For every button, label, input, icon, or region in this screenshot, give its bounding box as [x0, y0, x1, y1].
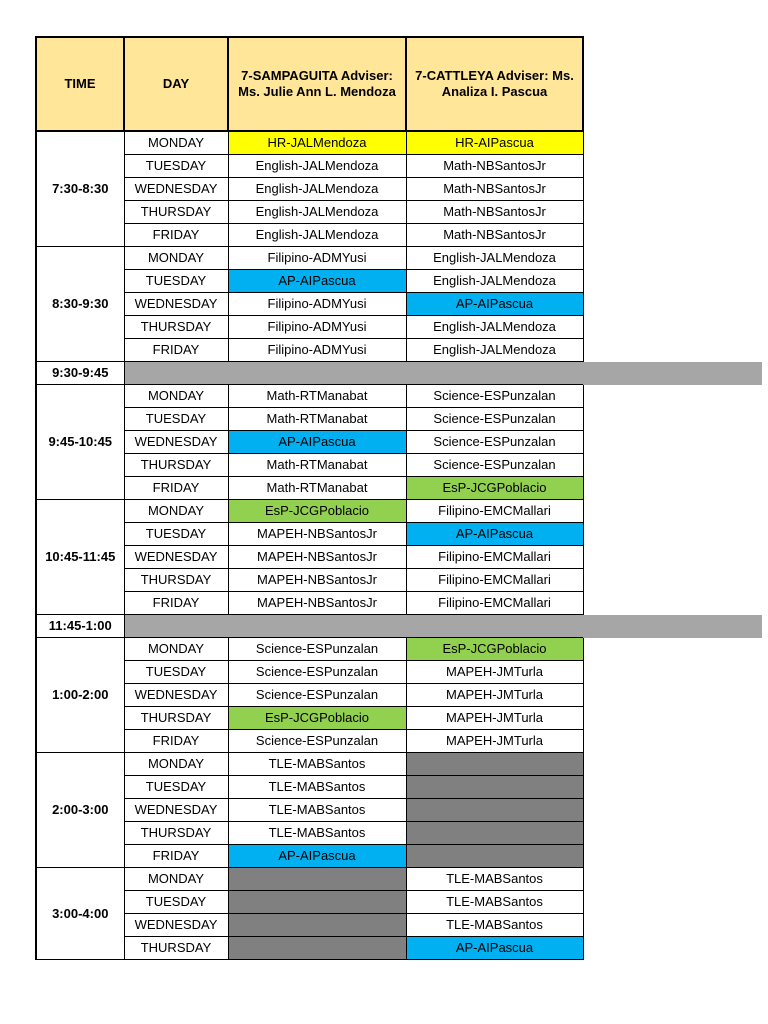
schedule-body: [36, 37, 583, 960]
time-slot: 1:00-2:00: [36, 638, 124, 753]
day-cell: THURSDAY: [124, 937, 228, 960]
time-slot: 8:30-9:30: [36, 247, 124, 362]
day-cell: TUESDAY: [124, 523, 228, 546]
schedule-row: [36, 868, 583, 891]
cattleya-subject: EsP-JCGPoblacio: [406, 638, 583, 661]
header-section-sampaguita: 7-SAMPAGUITA Adviser: Ms. Julie Ann L. Mendoza: [228, 37, 406, 131]
time-slot: 9:45-10:45: [36, 385, 124, 500]
time-slot: 3:00-4:00: [36, 868, 124, 960]
sampaguita-subject: EsP-JCGPoblacio: [228, 707, 406, 730]
day-cell: MONDAY: [124, 500, 228, 523]
sampaguita-subject: TLE-MABSantos: [228, 776, 406, 799]
day-cell: THURSDAY: [124, 201, 228, 224]
sampaguita-subject: TLE-MABSantos: [228, 822, 406, 845]
sampaguita-subject: English-JALMendoza: [228, 178, 406, 201]
sampaguita-subject: MAPEH-NBSantosJr: [228, 546, 406, 569]
day-cell: MONDAY: [124, 247, 228, 270]
cattleya-subject: AP-AIPascua: [406, 937, 583, 960]
cattleya-subject: Science-ESPunzalan: [406, 385, 583, 408]
cattleya-subject: [406, 822, 583, 845]
cattleya-subject: English-JALMendoza: [406, 270, 583, 293]
time-slot: 10:45-11:45: [36, 500, 124, 615]
day-cell: THURSDAY: [124, 316, 228, 339]
cattleya-subject: Math-NBSantosJr: [406, 155, 583, 178]
sampaguita-subject: Math-RTManabat: [228, 385, 406, 408]
day-cell: WEDNESDAY: [124, 293, 228, 316]
sampaguita-subject: MAPEH-NBSantosJr: [228, 592, 406, 615]
sampaguita-subject: Math-RTManabat: [228, 454, 406, 477]
day-cell: WEDNESDAY: [124, 799, 228, 822]
schedule-row: [36, 385, 583, 408]
day-cell: TUESDAY: [124, 776, 228, 799]
sampaguita-subject: AP-AIPascua: [228, 431, 406, 454]
cattleya-subject: Science-ESPunzalan: [406, 431, 583, 454]
sampaguita-subject: Science-ESPunzalan: [228, 684, 406, 707]
cattleya-subject: [406, 799, 583, 822]
sampaguita-subject: [228, 891, 406, 914]
cattleya-subject: Science-ESPunzalan: [406, 408, 583, 431]
cattleya-subject: English-JALMendoza: [406, 247, 583, 270]
day-cell: TUESDAY: [124, 155, 228, 178]
day-cell: TUESDAY: [124, 270, 228, 293]
sampaguita-subject: AP-AIPascua: [228, 270, 406, 293]
break-bar-extension: [583, 615, 762, 638]
cattleya-subject: Math-NBSantosJr: [406, 224, 583, 247]
break-fill: [124, 362, 583, 385]
cattleya-subject: AP-AIPascua: [406, 523, 583, 546]
sampaguita-subject: English-JALMendoza: [228, 201, 406, 224]
day-cell: MONDAY: [124, 638, 228, 661]
cattleya-subject: MAPEH-JMTurla: [406, 684, 583, 707]
day-cell: MONDAY: [124, 131, 228, 155]
sampaguita-subject: [228, 868, 406, 891]
day-cell: WEDNESDAY: [124, 546, 228, 569]
sampaguita-subject: EsP-JCGPoblacio: [228, 500, 406, 523]
class-schedule-sheet: [35, 36, 584, 960]
schedule-row: [36, 500, 583, 523]
cattleya-subject: Filipino-EMCMallari: [406, 546, 583, 569]
time-slot: 7:30-8:30: [36, 131, 124, 247]
cattleya-subject: Filipino-EMCMallari: [406, 500, 583, 523]
cattleya-subject: AP-AIPascua: [406, 293, 583, 316]
cattleya-subject: TLE-MABSantos: [406, 868, 583, 891]
day-cell: TUESDAY: [124, 408, 228, 431]
day-cell: FRIDAY: [124, 592, 228, 615]
sampaguita-subject: Filipino-ADMYusi: [228, 293, 406, 316]
header-section-cattleya: 7-CATTLEYA Adviser: Ms. Analiza I. Pascua: [406, 37, 583, 131]
cattleya-subject: TLE-MABSantos: [406, 891, 583, 914]
sampaguita-subject: MAPEH-NBSantosJr: [228, 523, 406, 546]
sampaguita-subject: [228, 937, 406, 960]
sampaguita-subject: Science-ESPunzalan: [228, 661, 406, 684]
cattleya-subject: TLE-MABSantos: [406, 914, 583, 937]
day-cell: FRIDAY: [124, 224, 228, 247]
break-row: [36, 615, 583, 638]
cattleya-subject: English-JALMendoza: [406, 316, 583, 339]
cattleya-subject: MAPEH-JMTurla: [406, 661, 583, 684]
cattleya-subject: [406, 845, 583, 868]
sampaguita-subject: Filipino-ADMYusi: [228, 247, 406, 270]
day-cell: WEDNESDAY: [124, 684, 228, 707]
sampaguita-subject: AP-AIPascua: [228, 845, 406, 868]
sampaguita-subject: English-JALMendoza: [228, 224, 406, 247]
sampaguita-subject: Science-ESPunzalan: [228, 638, 406, 661]
day-cell: TUESDAY: [124, 891, 228, 914]
day-cell: WEDNESDAY: [124, 178, 228, 201]
day-cell: WEDNESDAY: [124, 914, 228, 937]
day-cell: FRIDAY: [124, 477, 228, 500]
sampaguita-subject: Math-RTManabat: [228, 408, 406, 431]
cattleya-subject: Math-NBSantosJr: [406, 178, 583, 201]
schedule-row: [36, 753, 583, 776]
day-cell: MONDAY: [124, 753, 228, 776]
sampaguita-subject: MAPEH-NBSantosJr: [228, 569, 406, 592]
day-cell: TUESDAY: [124, 661, 228, 684]
sampaguita-subject: Filipino-ADMYusi: [228, 339, 406, 362]
day-cell: WEDNESDAY: [124, 431, 228, 454]
cattleya-subject: MAPEH-JMTurla: [406, 730, 583, 753]
break-time: 11:45-1:00: [36, 615, 124, 638]
break-bar-extension: [583, 362, 762, 385]
sampaguita-subject: TLE-MABSantos: [228, 753, 406, 776]
day-cell: THURSDAY: [124, 454, 228, 477]
day-cell: THURSDAY: [124, 569, 228, 592]
cattleya-subject: MAPEH-JMTurla: [406, 707, 583, 730]
cattleya-subject: EsP-JCGPoblacio: [406, 477, 583, 500]
cattleya-subject: Filipino-EMCMallari: [406, 569, 583, 592]
day-cell: FRIDAY: [124, 339, 228, 362]
cattleya-subject: Filipino-EMCMallari: [406, 592, 583, 615]
cattleya-subject: HR-AIPascua: [406, 131, 583, 155]
break-row: [36, 362, 583, 385]
day-cell: FRIDAY: [124, 730, 228, 753]
schedule-row: [36, 638, 583, 661]
day-cell: FRIDAY: [124, 845, 228, 868]
sampaguita-subject: HR-JALMendoza: [228, 131, 406, 155]
break-time: 9:30-9:45: [36, 362, 124, 385]
cattleya-subject: [406, 753, 583, 776]
sampaguita-subject: Filipino-ADMYusi: [228, 316, 406, 339]
sampaguita-subject: TLE-MABSantos: [228, 799, 406, 822]
day-cell: MONDAY: [124, 868, 228, 891]
day-cell: THURSDAY: [124, 707, 228, 730]
schedule-row: [36, 131, 583, 155]
time-slot: 2:00-3:00: [36, 753, 124, 868]
sampaguita-subject: [228, 914, 406, 937]
break-fill: [124, 615, 583, 638]
cattleya-subject: [406, 776, 583, 799]
sampaguita-subject: Science-ESPunzalan: [228, 730, 406, 753]
day-cell: THURSDAY: [124, 822, 228, 845]
header-day: DAY: [124, 37, 228, 131]
sampaguita-subject: Math-RTManabat: [228, 477, 406, 500]
schedule-table: [35, 36, 584, 960]
cattleya-subject: Math-NBSantosJr: [406, 201, 583, 224]
sampaguita-subject: English-JALMendoza: [228, 155, 406, 178]
schedule-row: [36, 247, 583, 270]
cattleya-subject: Science-ESPunzalan: [406, 454, 583, 477]
header-time: TIME: [36, 37, 124, 131]
day-cell: MONDAY: [124, 385, 228, 408]
header-row: [36, 37, 583, 131]
cattleya-subject: English-JALMendoza: [406, 339, 583, 362]
